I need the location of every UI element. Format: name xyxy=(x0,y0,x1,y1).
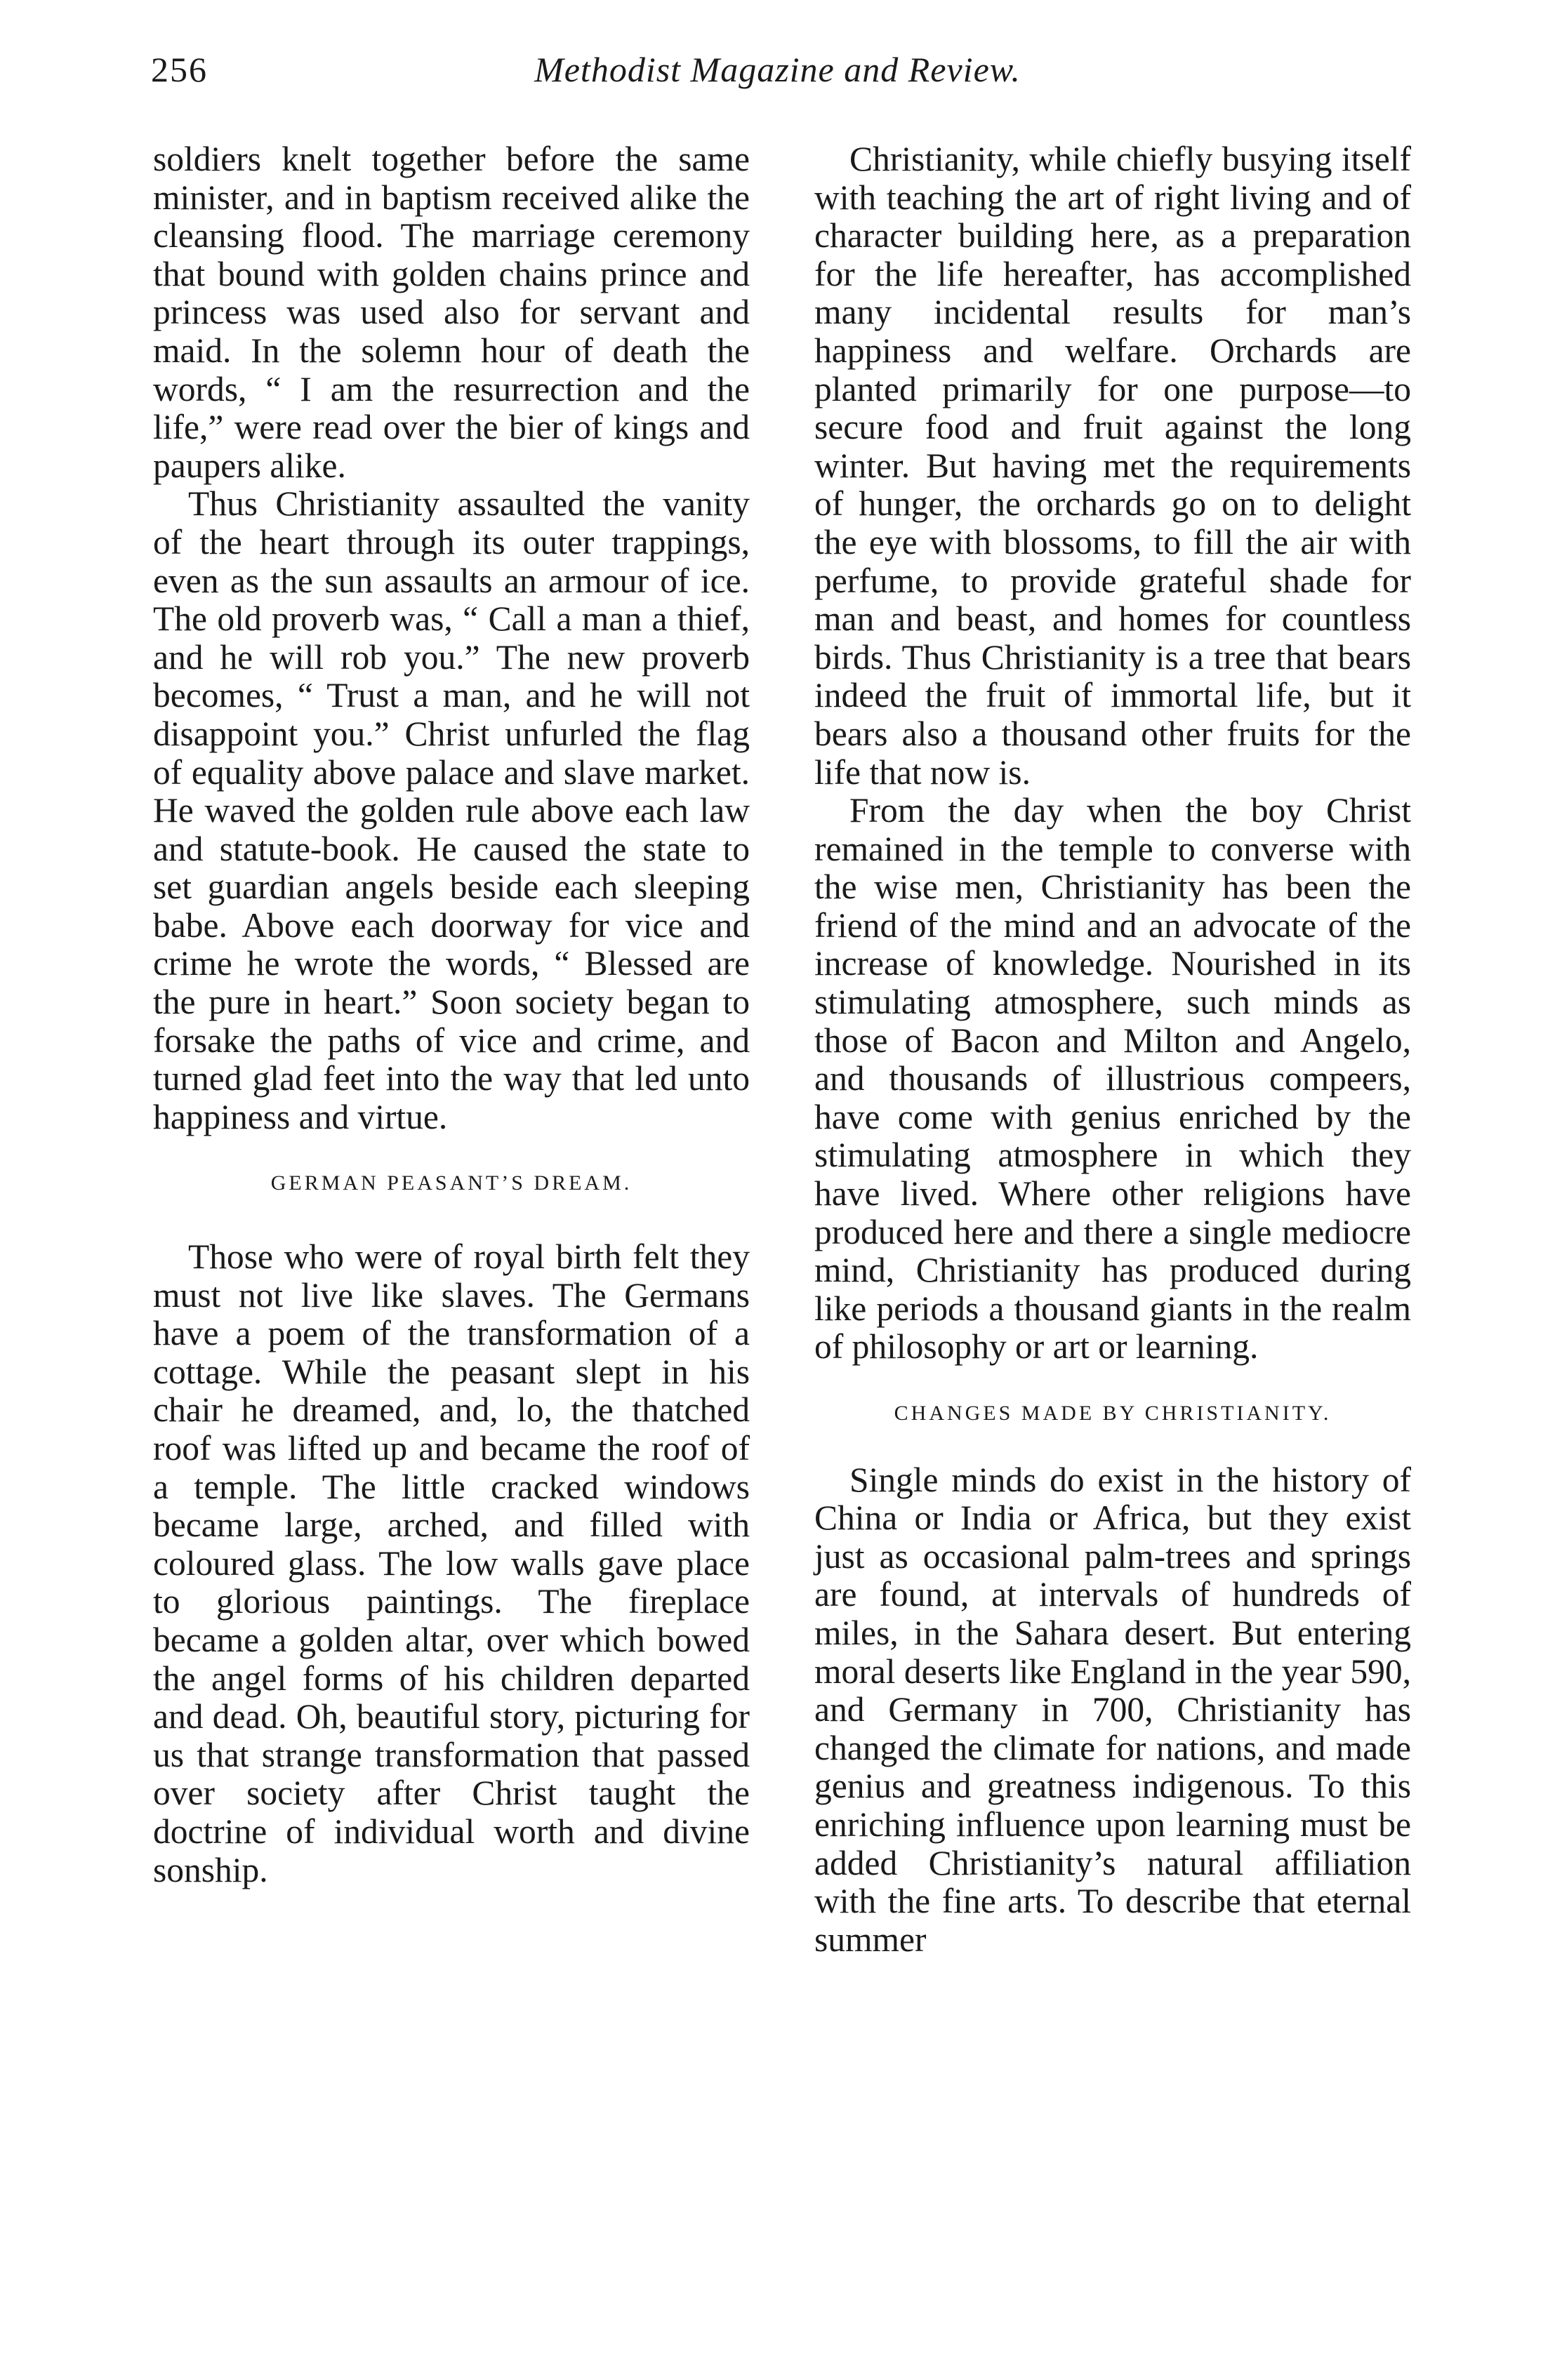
running-title: Methodist Magazine and Review. xyxy=(534,50,1021,89)
paragraph: From the day when the boy Christ remained in the temple to converse with the wise men, Christianity has been the friend of the mind and an advocate of the increase of knowledge. Nourished in its stimulating atmosphere, such minds as those of Bacon and Milton and Angelo, and thousands of illustrious compeers, have come with genius enriched by the stimulating atmosphere in which they have lived. Where other religions have produced here and there a single mediocre mind, Christianity has produced during like periods a thousand giants in the realm of philosophy or art or learning. xyxy=(814,791,1411,1367)
page-number: 256 xyxy=(151,50,208,89)
section-heading: GERMAN PEASANT’S DREAM. xyxy=(270,1171,633,1195)
paragraph: Those who were of royal birth felt they must not live like slaves. The Germans have a poem of the transformation of a cottage. While the peasant slept in his chair he dreamed, and, lo, the thatched roof was lifted up and became the roof of a temple. The little cracked windows became large, arched, and filled with coloured glass. The low walls gave place to glorious paintings. The fireplace became a golden altar, over which bowed the angel forms of his children departed and dead. Oh, beautiful story, picturing for us that strange transformation that passed over society after Christ taught the doctrine of individual worth and divine sonship. xyxy=(153,1237,750,1889)
page-header xyxy=(151,49,1404,105)
section-heading: CHANGES MADE BY CHRISTIANITY. xyxy=(894,1402,1332,1425)
left-column xyxy=(153,140,750,1889)
paragraph: Single minds do exist in the history of China or India or Africa, but they exist just as occasional palm-trees and springs are found, at intervals of hundreds of miles, in the Sahara desert. But entering moral deserts like England in the year 590, and Germany in 700, Christianity has changed the climate for nations, and made genius and greatness indigenous. To this enriching influence upon learning must be added Christianity’s natural affiliation with the fine arts. To describe that eternal summer xyxy=(814,1460,1411,1959)
right-column xyxy=(814,140,1411,1959)
paragraph: Christianity, while chiefly busying itself with teaching the art of right living and of character building here, as a preparation for the life hereafter, has accomplished many incidental results for man’s happiness and welfare. Orchards are planted primarily for one purpose—to secure food and fruit against the long winter. But having met the requirements of hunger, the orchards go on to delight the eye with blossoms, to fill the air with perfume, to provide grateful shade for man and beast, and homes for countless birds. Thus Christianity is a tree that bears indeed the fruit of immortal life, but it bears also a thousand other fruits for the life that now is. xyxy=(814,140,1411,792)
paragraph: Thus Christianity assaulted the vanity of the heart through its outer trappings, even as the sun assaults an armour of ice. The old proverb was, “ Call a man a thief, and he will rob you.” The new proverb becomes, “ Trust a man, and he will not disappoint you.” Christ unfurled the flag of equality above palace and slave market. He waved the golden rule above each law and statute-book. He caused the state to set guardian angels beside each sleeping babe. Above each doorway for vice and crime he wrote the words, “ Blessed are the pure in heart.” Soon society began to forsake the paths of vice and crime, and turned glad feet into the way that led unto happiness and virtue. xyxy=(153,484,750,1136)
paragraph: soldiers knelt together before the same minister, and in baptism received alike the cleansing flood. The marriage ceremony that bound with golden chains prince and princess was used also for servant and maid. In the solemn hour of death the words, “ I am the resurrection and the life,” were read over the bier of kings and paupers alike. xyxy=(153,140,750,485)
